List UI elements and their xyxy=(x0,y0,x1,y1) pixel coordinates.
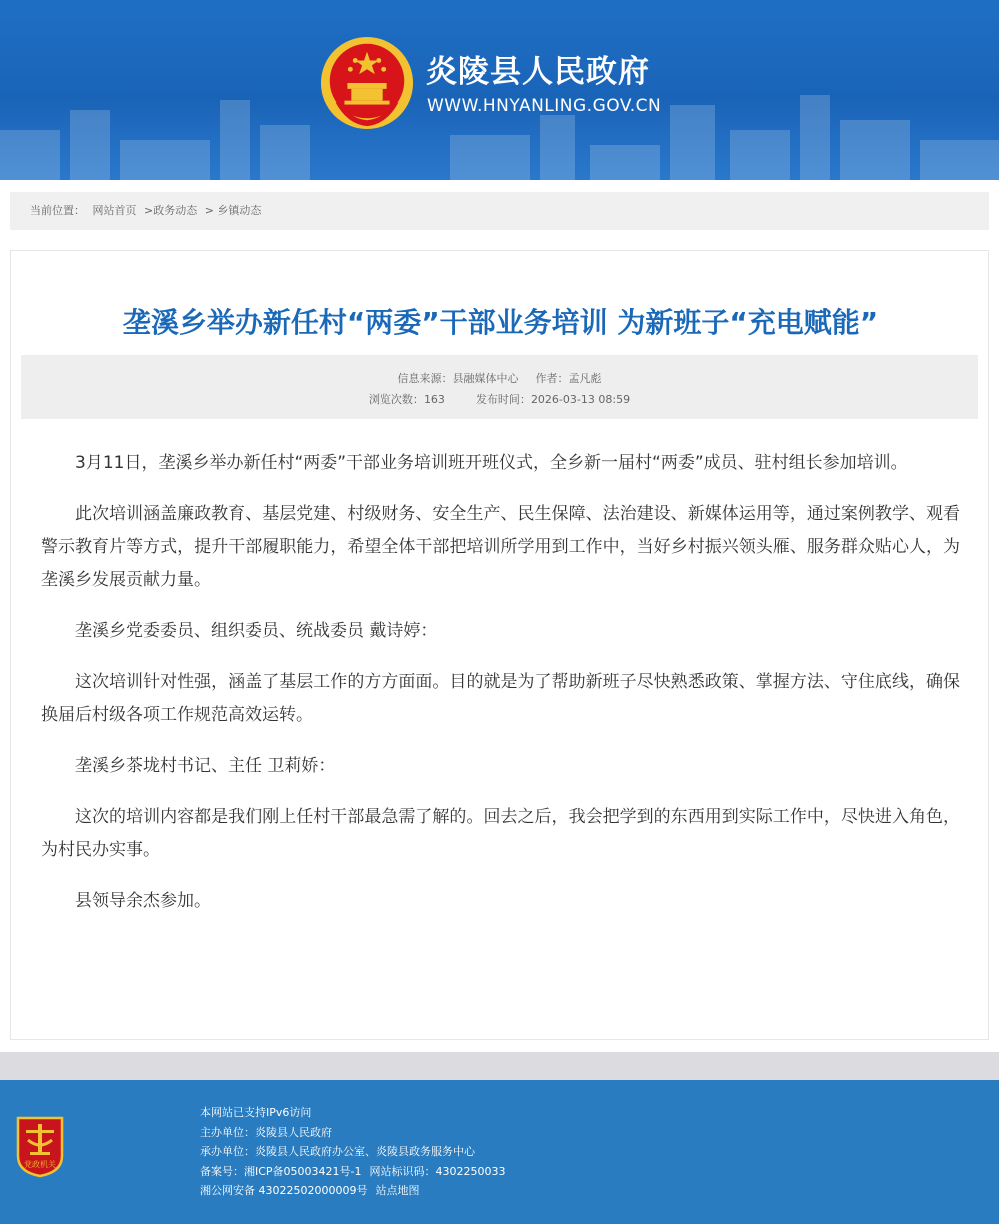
author-value: 孟凡彪 xyxy=(568,372,602,385)
site-header xyxy=(0,0,999,180)
article-paragraph: 这次的培训内容都是我们刚上任村干部最急需了解的。回去之后，我会把学到的东西用到实际工作中，尽快进入角色，为村民办实事。 xyxy=(41,807,960,860)
ipv6-notice: 本网站已支持IPv6访问 xyxy=(200,1106,312,1119)
views-label: 浏览次数： xyxy=(368,393,424,406)
site-footer xyxy=(0,1080,999,1224)
breadcrumb-home-link[interactable]: 网站首页 xyxy=(92,204,137,217)
article-paragraph: 垄溪乡茶垅村书记、主任 卫莉娇： xyxy=(75,756,336,776)
date-value: 2026-03-13 08:59 xyxy=(530,393,631,406)
source-label: 信息来源： xyxy=(397,372,453,385)
national-emblem-icon[interactable] xyxy=(318,34,416,132)
site-title[interactable]: 炎陵县人民政府 xyxy=(426,54,650,90)
footer-info xyxy=(200,1103,506,1201)
undertaker-unit: 承办单位：炎陵县人民政府办公室、炎陵县政务服务中心 xyxy=(200,1145,475,1158)
article-body xyxy=(41,447,960,936)
author-label: 作者： xyxy=(535,372,569,385)
article-card xyxy=(10,250,989,1040)
article-paragraph: 垄溪乡党委委员、组织委员、统战委员 戴诗婷： xyxy=(75,621,438,641)
date-label: 发布时间： xyxy=(475,393,531,406)
breadcrumb-prefix: 当前位置： xyxy=(30,204,85,217)
badge-text: 党政机关 xyxy=(24,1160,56,1169)
footer-divider-strip xyxy=(0,1052,999,1080)
article-meta xyxy=(21,355,978,419)
article-paragraph: 3月11日，垄溪乡举办新任村“两委”干部业务培训班开班仪式，全乡新一届村“两委”成员、驻村组长参加培训。 xyxy=(75,453,908,473)
host-unit: 主办单位：炎陵县人民政府 xyxy=(200,1125,332,1139)
site-url[interactable]: WWW.HNYANLING.GOV.CN xyxy=(427,96,662,116)
article-paragraph: 这次培训针对性强，涵盖了基层工作的方方面面。目的就是为了帮助新班子尽快熟悉政策、掌握方法、守住底线，确保换届后村级各项工作规范高效运转。 xyxy=(41,672,960,725)
source-value: 县融媒体中心 xyxy=(452,372,519,385)
party-government-badge-icon[interactable] xyxy=(14,1116,66,1178)
site-id: 网站标识码：4302250033 xyxy=(369,1164,506,1178)
breadcrumb xyxy=(10,192,989,230)
breadcrumb-gov-news-link[interactable]: >政务动态 xyxy=(144,204,198,217)
breadcrumb-township-news-link[interactable]: > 乡镇动态 xyxy=(204,204,262,217)
article-paragraph: 此次培训涵盖廉政教育、基层党建、村级财务、安全生产、民生保障、法治建设、新媒体运用等，通过案例教学、观看警示教育片等方式，提升干部履职能力，希望全体干部把培训所学用到工作中，当好乡村振兴领头雁、服务群众贴心人，为垄溪乡发展贡献力量。 xyxy=(41,504,960,590)
icp-record-link[interactable]: 备案号：湘ICP备05003421号-1 xyxy=(200,1164,362,1178)
article-paragraph: 县领导余杰参加。 xyxy=(75,891,211,911)
views-value: 163 xyxy=(423,393,445,406)
police-record-link[interactable]: 湘公网安备 43022502000009号 xyxy=(200,1184,368,1197)
sitemap-link[interactable]: 站点地图 xyxy=(375,1184,420,1197)
article-title: 垄溪乡举办新任村“两委”干部业务培训 为新班子“充电赋能” xyxy=(122,306,879,339)
